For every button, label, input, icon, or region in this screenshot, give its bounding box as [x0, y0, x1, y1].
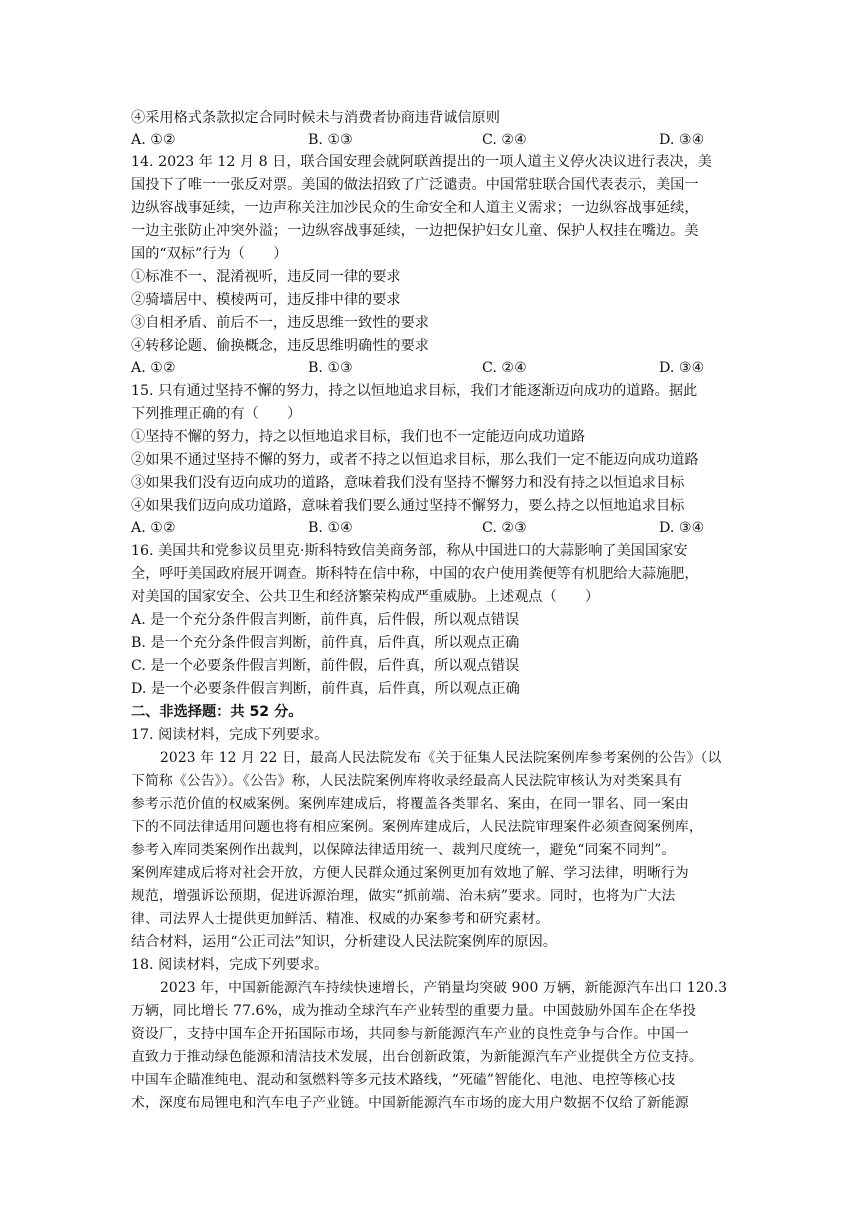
- q16-option-a: A. 是一个充分条件假言判断，前件真，后件假，所以观点错误: [131, 612, 520, 628]
- q14-option-c: C. ②④: [482, 360, 527, 376]
- q13-options: [131, 129, 731, 151]
- q18-material-line: 资设厂，支持中国车企开拓国际市场，共同参与新能源汽车产业的良性竞争与合作。中国一: [131, 1026, 689, 1042]
- q17-material-line: 参考示范价值的权威案例。案例库建成后，将覆盖各类罪名、案由，在同一罪名、同一案由: [131, 796, 689, 812]
- q15-item-1: ①坚持不懈的努力，持之以恒地追求目标，我们也不一定能迈向成功道路: [131, 429, 586, 445]
- q15-options: [131, 517, 731, 539]
- q15-stem-line: 15. 只有通过坚持不懈的努力，持之以恒地追求目标，我们才能逐渐迈向成功的道路。据此: [131, 383, 698, 399]
- q14-item-4: ④转移论题、偷换概念，违反思维明确性的要求: [131, 338, 429, 354]
- q14-stem-line: 国投下了唯一一张反对票。美国的做法招致了广泛谴责。中国常驻联合国代表表示，美国一: [131, 177, 699, 193]
- q18-material-line: 直致力于推动绿色能源和清洁技术发展，出台创新政策，为新能源汽车产业提供全方位支持。: [131, 1049, 703, 1065]
- q15-item-4: ④如果我们迈向成功道路，意味着我们要么通过坚持不懈努力，要么持之以恒地追求目标: [131, 498, 685, 514]
- q16-option-d: D. 是一个必要条件假言判断，前件真，后件真，所以观点正确: [131, 681, 520, 697]
- q16-stem-line: 对美国的国家安全、公共卫生和经济繁荣构成严重威胁。上述观点（ ）: [131, 589, 600, 605]
- q17-material-line: 案例库建成后将对社会开放，方便人民群众通过案例更加有效地了解、学习法律，明晰行为: [131, 865, 689, 881]
- q18-material-line: 中国车企瞄准纯电、混动和氢燃料等多元技术路线，“死磕”智能化、电池、电控等核心技: [131, 1072, 676, 1088]
- q16-option-b: B. 是一个充分条件假言判断，前件真，后件真，所以观点正确: [131, 635, 520, 651]
- q15-option-d: D. ③④: [659, 520, 705, 536]
- q14-stem-line: 一边主张防止冲突外溢；一边纵容战事延续，一边把保护妇女儿童、保护人权挂在嘴边。美: [131, 223, 699, 239]
- q15-option-a: A. ①②: [131, 520, 176, 536]
- q15-option-c: C. ②③: [482, 520, 527, 536]
- q16-stem-line: 全，呼吁美国政府展开调查。斯科特在信中称，中国的农户使用粪便等有机肥给大蒜施肥，: [131, 566, 699, 582]
- q17-material-line: 规范，增强诉讼预期，促进诉源治理，做实“抓前端、治未病”要求。同时，也将为广大法: [131, 888, 676, 904]
- q17-question: 结合材料，运用“公正司法”知识，分析建设人民法院案例库的原因。: [131, 934, 557, 950]
- q13-option-b: B. ①③: [308, 132, 353, 148]
- q13-option-c: C. ②④: [482, 132, 527, 148]
- section-heading: 二、非选择题：共 52 分。: [131, 704, 303, 720]
- q14-option-b: B. ①③: [308, 360, 353, 376]
- q16-option-c: C. 是一个必要条件假言判断，前件假，后件真，所以观点错误: [131, 658, 520, 674]
- q17-material-line: 参考入库同类案例作出裁判，以保障法律适用统一、裁判尺度统一，避免“同案不同判”。: [131, 842, 676, 858]
- q16-stem-line: 16. 美国共和党参议员里克·斯科特致信美商务部，称从中国进口的大蒜影响了美国国家安: [131, 543, 688, 559]
- q15-item-2: ②如果不通过坚持不懈的努力，或者不持之以恒追求目标，那么我们一定不能迈向成功道路: [131, 452, 699, 468]
- q13-item-4: ④采用格式条款拟定合同时候未与消费者协商违背诚信原则: [131, 110, 500, 126]
- q17-title: 17. 阅读材料，完成下列要求。: [131, 727, 329, 743]
- q13-option-d: D. ③④: [659, 132, 705, 148]
- q17-material-line: 2023 年 12 月 22 日，最高人民法院发布《关于征集人民法院案例库参考案例的公告》（以: [160, 750, 722, 766]
- q18-material-line: 万辆，同比增长 77.6%，成为推动全球汽车产业转型的重要力量。中国鼓励外国车企在华投: [131, 1003, 697, 1019]
- q14-stem-line: 国的“双标”行为（ ）: [131, 246, 288, 262]
- q14-stem-line: 边纵容战事延续，一边声称关注加沙民众的生命安全和人道主义需求；一边纵容战事延续，: [131, 200, 699, 216]
- q18-material-line: 术，深度布局锂电和汽车电子产业链。中国新能源汽车市场的庞大用户数据不仅给了新能源: [131, 1095, 689, 1111]
- q18-title: 18. 阅读材料，完成下列要求。: [131, 957, 329, 973]
- q17-material-line: 律、司法界人士提供更加鲜活、精准、权威的办案参考和研究素材。: [131, 911, 550, 927]
- q14-item-3: ③自相矛盾、前后不一，违反思维一致性的要求: [131, 315, 429, 331]
- q14-item-1: ①标准不一、混淆视听，违反同一律的要求: [131, 269, 401, 285]
- q13-option-a: A. ①②: [131, 132, 176, 148]
- q14-option-a: A. ①②: [131, 360, 176, 376]
- q17-material-line: 下简称《公告》）。《公告》称，人民法院案例库将收录经最高人民法院审核认为对类案具有: [131, 773, 683, 789]
- q15-option-b: B. ①④: [308, 520, 353, 536]
- q14-item-2: ②骑墙居中、模棱两可，违反排中律的要求: [131, 292, 401, 308]
- q15-item-3: ③如果我们没有迈向成功的道路，意味着我们没有坚持不懈努力和没有持之以恒追求目标: [131, 475, 685, 491]
- q14-option-d: D. ③④: [659, 360, 705, 376]
- q14-stem-line: 14. 2023 年 12 月 8 日，联合国安理会就阿联酋提出的一项人道主义停火决议进行表决，美: [131, 154, 712, 170]
- q18-material-line: 2023 年，中国新能源汽车持续快速增长，产销量均突破 900 万辆，新能源汽车出口 120.3: [160, 980, 728, 996]
- q17-material-line: 下的不同法律适用问题也将有相应案例。案例库建成后，人民法院审理案件必须查阅案例库，: [131, 819, 703, 835]
- q14-options: [131, 357, 731, 379]
- q15-stem-line: 下列推理正确的有（ ）: [131, 406, 302, 422]
